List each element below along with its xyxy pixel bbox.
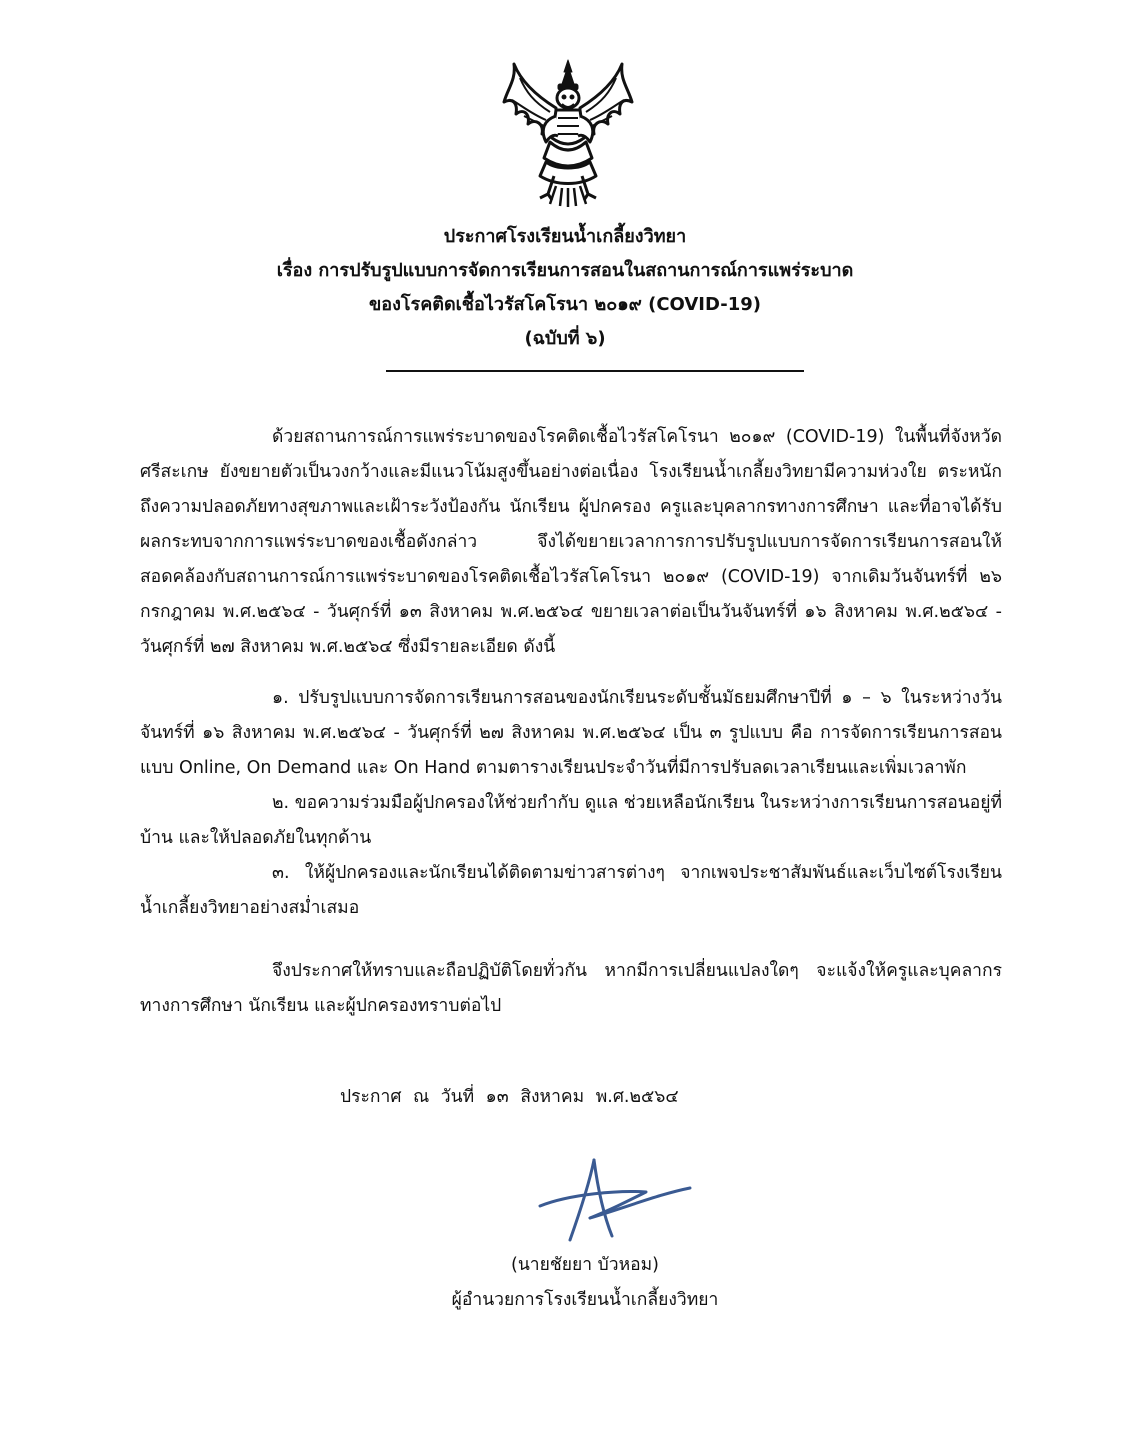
header-subject-cont: ของโรคติดเชื้อไวรัสโคโรนา ๒๐๑๙ (COVID-19): [368, 294, 761, 315]
announcement-date: ประกาศ ณ วันที่ ๑๓ สิงหาคม พ.ศ.๒๕๖๔: [340, 1087, 679, 1107]
announcement-header: [0, 220, 1130, 356]
announcement-body: [140, 420, 1002, 1024]
header-divider: [386, 370, 804, 372]
header-title: ประกาศโรงเรียนน้ำเกลี้ยงวิทยา: [443, 226, 687, 247]
header-issue-number: (ฉบับที่ ๖): [524, 328, 606, 349]
header-subject: เรื่อง การปรับรูปแบบการจัดการเรียนการสอนในสถานการณ์การแพร่ระบาด: [276, 260, 854, 281]
item-2-paragraph: ๒. ขอความร่วมมือผู้ปกครองให้ช่วยกำกับ ดูแล ช่วยเหลือนักเรียน ในระหว่างการเรียนการสอนอยู่ที่บ้าน และให้ปลอดภัยในทุกด้าน: [140, 793, 1002, 848]
garuda-emblem-icon: [500, 58, 636, 208]
signer-position: ผู้อำนวยการโรงเรียนน้ำเกลี้ยงวิทยา: [451, 1290, 719, 1310]
intro-paragraph: ด้วยสถานการณ์การแพร่ระบาดของโรคติดเชื้อไวรัสโคโรนา ๒๐๑๙ (COVID-19) ในพื้นที่จังหวัดศรีสะเกษ ยังขยายตัวเป็นวงกว้างและมีแนวโน้มสูงขึ้นอย่างต่อเนื่อง โรงเรียนน้ำเกลี้ยงวิทยามีความห่วงใย ตระหนักถึงความปลอดภัยทางสุขภาพและเฝ้าระวังป้องกัน นักเรียน ผู้ปกครอง ครูและบุคลากรทางการศึกษา และที่อาจได้รับผลกระทบจากการแพร่ระบาดของเชื้อดังกล่าว จึงได้ขยายเวลาการการปรับรูปแบบการจัดการเรียนการสอนให้สอดคล้องกับสถานการณ์การแพร่ระบาดของโรคติดเชื้อไวรัสโคโรนา ๒๐๑๙ (COVID-19) จากเดิมวันจันทร์ที่ ๒๖ กรกฎาคม พ.ศ.๒๕๖๔ - วันศุกร์ที่ ๑๓ สิงหาคม พ.ศ.๒๕๖๔ ขยายเวลาต่อเป็นวันจันทร์ที่ ๑๖ สิงหาคม พ.ศ.๒๕๖๔ - วันศุกร์ที่ ๒๗ สิงหาคม พ.ศ.๒๕๖๔ ซึ่งมีรายละเอียด ดังนี้: [140, 427, 1002, 657]
closing-paragraph: จึงประกาศให้ทราบและถือปฏิบัติโดยทั่วกัน หากมีการเปลี่ยนแปลงใดๆ จะแจ้งให้ครูและบุคลากรทางการศึกษา นักเรียน และผู้ปกครองทราบต่อไป: [140, 961, 1002, 1016]
item-3-paragraph: ๓. ให้ผู้ปกครองและนักเรียนได้ติดตามข่าวสารต่างๆ จากเพจประชาสัมพันธ์และเว็บไซต์โรงเรียนน้ำเกลี้ยงวิทยาอย่างสม่ำเสมอ: [140, 863, 1002, 918]
signer-name: (นายชัยยา บัวหอม): [511, 1255, 659, 1275]
item-1-paragraph: ๑. ปรับรูปแบบการจัดการเรียนการสอนของนักเรียนระดับชั้นมัธยมศึกษาปีที่ ๑ – ๖ ในระหว่างวันจันทร์ที่ ๑๖ สิงหาคม พ.ศ.๒๕๖๔ - วันศุกร์ที่ ๒๗ สิงหาคม พ.ศ.๒๕๖๔ เป็น ๓ รูปแบบ คือ การจัดการเรียนการสอนแบบ Online, On Demand และ On Hand ตามตารางเรียนประจำวันที่มีการปรับลดเวลาเรียนและเพิ่มเวลาพัก: [140, 688, 1002, 778]
signer-block: [420, 1248, 750, 1318]
signature-icon: [530, 1150, 700, 1250]
